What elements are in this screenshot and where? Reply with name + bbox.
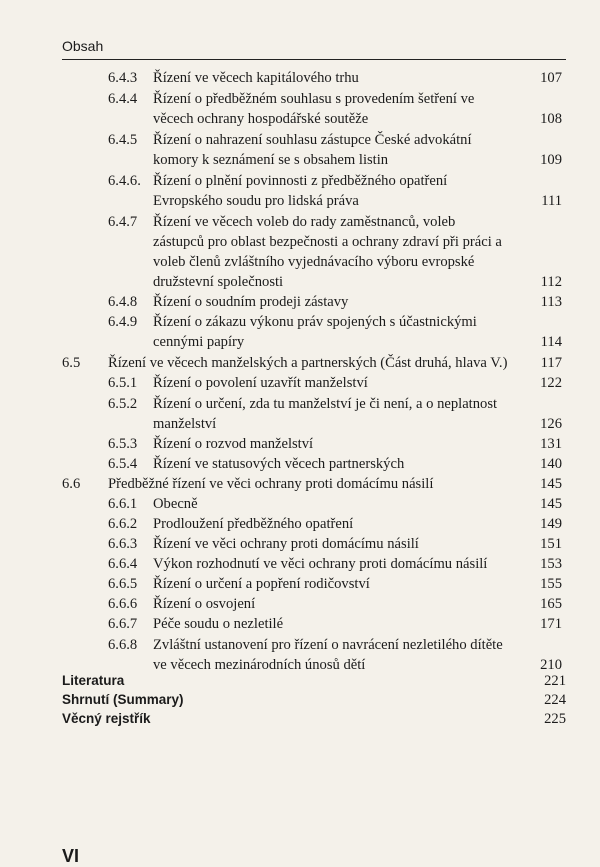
toc-entry-title: Věcný rejstřík (62, 711, 151, 726)
toc-entry-page: 224 (544, 692, 566, 708)
toc-entry-title: Obecně (153, 496, 198, 512)
toc-entry-title: Řízení o soudním prodeji zástavy (153, 294, 349, 310)
toc-entry-title: Řízení o osvojení (153, 596, 256, 612)
toc-entry-page: 114 (540, 334, 562, 350)
toc-entry-number: 6.6.2 (108, 516, 138, 532)
toc-entry-number: 6.4.4 (108, 91, 138, 107)
toc-entry[interactable] (0, 614, 600, 634)
toc-entry-title: Zvláštní ustanovení pro řízení o navrácení nezletilého dítěte ve věcech mezinárodních únosů dětí (153, 637, 503, 673)
toc-entry-number: 6.6.5 (108, 576, 138, 592)
toc-entry[interactable] (0, 353, 600, 373)
toc-entry-page: 171 (540, 616, 562, 632)
toc-entry-page: 221 (544, 673, 566, 689)
toc-entry-number: 6.5.2 (108, 396, 138, 412)
toc-entry-page: 113 (540, 294, 562, 310)
toc-entry-title: Řízení ve statusových věcech partnerských (153, 456, 405, 472)
toc-entry-title: Řízení o rozvod manželství (153, 436, 314, 452)
toc-entry-page: 153 (540, 556, 562, 572)
toc-entry-page: 107 (540, 70, 562, 86)
toc-entry-page: 149 (540, 516, 562, 532)
toc-entry-title: Řízení ve věcech manželských a partnerských (Část druhá, hlava V.) (108, 355, 508, 371)
toc-entry-number: 6.5.4 (108, 456, 138, 472)
toc-entry[interactable] (0, 212, 600, 292)
toc-entry-number: 6.6.1 (108, 496, 138, 512)
toc-entry-title: Předběžné řízení ve věci ochrany proti domácímu násilí (108, 476, 434, 492)
toc-entry[interactable] (0, 534, 600, 554)
toc-entry-number: 6.6.3 (108, 536, 138, 552)
toc-entry[interactable] (0, 312, 600, 352)
toc-entry-title: Literatura (62, 673, 125, 688)
table-of-contents (0, 68, 600, 675)
toc-entry-shrnuti[interactable] (62, 690, 566, 710)
toc-entry-number: 6.6.6 (108, 596, 138, 612)
toc-entry-page: 131 (540, 436, 562, 452)
toc-entry[interactable] (0, 68, 600, 88)
toc-entry[interactable] (0, 171, 600, 211)
toc-entry[interactable] (0, 514, 600, 534)
toc-entry-number: 6.5.1 (108, 375, 138, 391)
toc-entry-number: 6.6 (62, 476, 81, 492)
toc-entry[interactable] (0, 554, 600, 574)
toc-entry[interactable] (0, 635, 600, 675)
toc-entry[interactable] (0, 594, 600, 614)
toc-entry-number: 6.4.7 (108, 214, 138, 230)
toc-entry-literatura[interactable] (62, 671, 566, 691)
toc-entry-title: Výkon rozhodnutí ve věci ochrany proti domácímu násilí (153, 556, 488, 572)
toc-entry-title: Řízení ve věcech kapitálového trhu (153, 70, 359, 86)
toc-entry-vecny-rejstrik[interactable] (62, 709, 566, 729)
toc-entry-page: 145 (540, 476, 562, 492)
toc-entry-number: 6.4.9 (108, 314, 138, 330)
toc-entry-title: Shrnutí (Summary) (62, 692, 184, 707)
toc-entry-number: 6.5 (62, 355, 81, 371)
toc-entry-page: 117 (540, 355, 562, 371)
toc-entry-title: Řízení o nahrazení souhlasu zástupce České advokátní komory k seznámení se s obsahem listin (153, 132, 472, 168)
toc-entry[interactable] (0, 373, 600, 393)
toc-entry-page: 109 (540, 152, 562, 168)
toc-entry-title: Řízení ve věcech voleb do rady zaměstnanců, voleb zástupců pro oblast bezpečnosti a ochrany zdraví při práci a voleb členů zvláštního vyjednávacího výboru evropské družstevní společnosti (153, 214, 502, 290)
toc-entry[interactable] (0, 494, 600, 514)
toc-entry-page: 165 (540, 596, 562, 612)
toc-entry-page: 112 (540, 274, 562, 290)
toc-entry-title: Řízení o zákazu výkonu práv spojených s účastnickými cennými papíry (153, 314, 477, 350)
toc-entry-number: 6.4.3 (108, 70, 138, 86)
toc-entry-number: 6.4.6. (108, 173, 141, 189)
toc-entry-number: 6.6.7 (108, 616, 138, 632)
page-number-roman: VI (62, 846, 80, 866)
toc-entry-page: 151 (540, 536, 562, 552)
toc-entry[interactable] (0, 434, 600, 454)
header-rule (62, 59, 566, 60)
toc-entry[interactable] (0, 474, 600, 494)
toc-entry-number: 6.4.8 (108, 294, 138, 310)
toc-entry-page: 225 (544, 711, 566, 727)
toc-entry-page: 155 (540, 576, 562, 592)
toc-entry-title: Řízení o povolení uzavřít manželství (153, 375, 368, 391)
toc-entry-number: 6.6.4 (108, 556, 138, 572)
toc-entry-page: 140 (540, 456, 562, 472)
toc-entry[interactable] (0, 394, 600, 434)
toc-entry[interactable] (0, 130, 600, 170)
toc-entry-title: Prodloužení předběžného opatření (153, 516, 354, 532)
toc-entry[interactable] (0, 454, 600, 474)
toc-entry-title: Řízení o předběžném souhlasu s provedením šetření ve věcech ochrany hospodářské soutěže (153, 91, 475, 127)
toc-entry-page: 145 (540, 496, 562, 512)
toc-entry-title: Řízení o určení a popření rodičovství (153, 576, 370, 592)
toc-entry-number: 6.4.5 (108, 132, 138, 148)
toc-entry-page: 210 (540, 657, 562, 673)
toc-entry[interactable] (0, 292, 600, 312)
toc-entry-title: Řízení ve věci ochrany proti domácímu násilí (153, 536, 419, 552)
toc-entry-title: Řízení o určení, zda tu manželství je či není, a o neplatnost manželství (153, 396, 498, 432)
toc-entry[interactable] (0, 89, 600, 129)
toc-entry-number: 6.5.3 (108, 436, 138, 452)
toc-entry-title: Péče soudu o nezletilé (153, 616, 284, 632)
toc-entry-page: 122 (540, 375, 562, 391)
toc-entry-page: 111 (541, 193, 562, 209)
toc-entry-page: 108 (540, 111, 562, 127)
toc-entry-title: Řízení o plnění povinnosti z předběžného opatření Evropského soudu pro lidská práva (153, 173, 448, 209)
toc-entry-number: 6.6.8 (108, 637, 138, 653)
running-header: Obsah (62, 38, 104, 54)
toc-entry[interactable] (0, 574, 600, 594)
toc-entry-page: 126 (540, 416, 562, 432)
